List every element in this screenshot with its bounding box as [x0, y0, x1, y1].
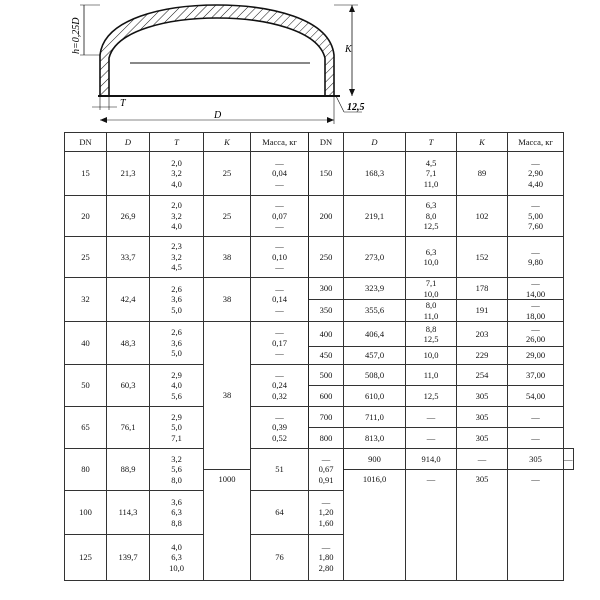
dn-cell: 15: [65, 152, 107, 196]
header-dn: DN: [309, 133, 344, 152]
d-cell: 273,0: [344, 237, 406, 278]
d-cell: 508,0: [344, 365, 406, 386]
dn-cell: 600: [309, 386, 344, 407]
dn-cell: 250: [309, 237, 344, 278]
dn-cell: 1000: [204, 470, 251, 581]
mass-cell: — 5,00 7,60: [508, 196, 564, 237]
dn-cell: 400: [309, 322, 344, 347]
d-cell: 48,3: [107, 322, 150, 365]
dn-cell: 50: [65, 365, 107, 407]
dimensions-table: [64, 132, 574, 581]
header-k: K: [457, 133, 508, 152]
mass-cell: 54,00: [508, 386, 564, 407]
k-cell: 38: [204, 278, 251, 322]
dn-cell: 450: [309, 347, 344, 365]
t-cell: 6,3 10,0: [406, 237, 457, 278]
table-header-row: [65, 133, 574, 152]
d-cell: 711,0: [344, 407, 406, 428]
k-cell: 178: [457, 278, 508, 300]
dn-cell: 700: [309, 407, 344, 428]
k-cell: 191: [457, 300, 508, 322]
k-cell: 25: [204, 196, 251, 237]
t-cell: 2,6 3,6 5,0: [150, 322, 204, 365]
t-cell: 8,8 12,5: [406, 322, 457, 347]
mass-cell: —: [508, 407, 564, 428]
mass-cell: — 0,14 —: [251, 278, 309, 322]
k-cell: 229: [457, 347, 508, 365]
mass-cell: — 0,10 —: [251, 237, 309, 278]
mass-cell: 29,00: [508, 347, 564, 365]
dn-cell: 40: [65, 322, 107, 365]
d-cell: 60,3: [107, 365, 150, 407]
d-cell: 610,0: [344, 386, 406, 407]
t-dimension-label: T: [120, 98, 126, 109]
t-cell: —: [406, 407, 457, 428]
header-mass: Масса, кг: [251, 133, 309, 152]
k-cell: 305: [457, 470, 508, 581]
d-dimension-label: D: [214, 110, 222, 121]
dn-cell: 32: [65, 278, 107, 322]
dn-cell: 200: [309, 196, 344, 237]
t-cell: 2,6 3,6 5,0: [150, 278, 204, 322]
d-cell: 1016,0: [344, 470, 406, 581]
k-cell: 76: [251, 535, 309, 581]
cap-wall: [100, 5, 334, 96]
header-d: D: [107, 133, 150, 152]
cap-drawing: [0, 0, 600, 132]
dn-cell: 150: [309, 152, 344, 196]
t-cell: 2,9 4,0 5,6: [150, 365, 204, 407]
dn-cell: 300: [309, 278, 344, 300]
h-dimension-label: h=0,25D: [71, 17, 82, 54]
table-row: [65, 449, 574, 470]
mass-cell: — 18,00: [508, 300, 564, 322]
t-cell: —: [406, 428, 457, 449]
d-cell: 26,9: [107, 196, 150, 237]
mass-cell: — 14,00: [508, 278, 564, 300]
slope-label: 12,5: [347, 102, 365, 113]
table-row: [65, 237, 574, 278]
t-cell: 3,2 5,6 8,0: [150, 449, 204, 491]
mass-cell: — 0,07 —: [251, 196, 309, 237]
t-cell: 4,5 7,1 11,0: [406, 152, 457, 196]
mass-cell: — 9,80: [508, 237, 564, 278]
k-cell: 89: [457, 152, 508, 196]
k-cell: 25: [204, 152, 251, 196]
table-row: [65, 278, 574, 300]
t-cell: —: [457, 449, 508, 470]
d-cell: 88,9: [107, 449, 150, 491]
table-row: [65, 196, 574, 237]
mass-cell: — 0,24 0,32: [251, 365, 309, 407]
mass-cell: — 26,00: [508, 322, 564, 347]
d-cell: 42,4: [107, 278, 150, 322]
k-dimension-label: K: [345, 44, 352, 55]
mass-cell: 37,00: [508, 365, 564, 386]
dn-cell: 900: [344, 449, 406, 470]
mass-cell: — 1,80 2,80: [309, 535, 344, 581]
mass-cell: —: [508, 428, 564, 449]
t-cell: 2,9 5,0 7,1: [150, 407, 204, 449]
dn-cell: 80: [65, 449, 107, 491]
d-cell: 219,1: [344, 196, 406, 237]
header-mass: Масса, кг: [508, 133, 564, 152]
t-cell: 2,0 3,2 4,0: [150, 196, 204, 237]
d-cell: 406,4: [344, 322, 406, 347]
mass-cell: — 2,90 4,40: [508, 152, 564, 196]
d-cell: 914,0: [406, 449, 457, 470]
t-cell: 7,1 10,0: [406, 278, 457, 300]
dn-cell: 100: [65, 491, 107, 535]
mass-cell: — 1,20 1,60: [309, 491, 344, 535]
mass-cell: —: [508, 470, 564, 581]
d-cell: 813,0: [344, 428, 406, 449]
mass-cell: — 0,39 0,52: [251, 407, 309, 449]
d-cell: 355,6: [344, 300, 406, 322]
k-cell: 254: [457, 365, 508, 386]
k-cell: 305: [508, 449, 564, 470]
dn-cell: 500: [309, 365, 344, 386]
d-cell: 76,1: [107, 407, 150, 449]
header-dn: DN: [65, 133, 107, 152]
t-cell: —: [406, 470, 457, 581]
t-cell: 10,0: [406, 347, 457, 365]
dn-cell: 20: [65, 196, 107, 237]
k-cell: 51: [251, 449, 309, 491]
t-cell: 4,0 6,3 10,0: [150, 535, 204, 581]
dn-cell: 350: [309, 300, 344, 322]
dn-cell: 125: [65, 535, 107, 581]
d-cell: 139,7: [107, 535, 150, 581]
dn-cell: 25: [65, 237, 107, 278]
t-cell: 11,0: [406, 365, 457, 386]
header-t: T: [406, 133, 457, 152]
mass-cell: — 0,67 0,91: [309, 449, 344, 491]
t-cell: 3,6 6,3 8,8: [150, 491, 204, 535]
d-cell: 457,0: [344, 347, 406, 365]
k-cell: 305: [457, 386, 508, 407]
k-cell: 102: [457, 196, 508, 237]
dn-cell: 800: [309, 428, 344, 449]
k-cell: 305: [457, 428, 508, 449]
d-cell: 114,3: [107, 491, 150, 535]
d-cell: 323,9: [344, 278, 406, 300]
mass-cell: — 0,17 —: [251, 322, 309, 365]
d-cell: 21,3: [107, 152, 150, 196]
header-t: T: [150, 133, 204, 152]
dn-cell: 65: [65, 407, 107, 449]
table-row: [65, 322, 574, 347]
k-cell: 203: [457, 322, 508, 347]
k-cell: 305: [457, 407, 508, 428]
table-row: [65, 365, 574, 386]
k-cell: 38: [204, 322, 251, 470]
t-cell: 8,0 11,0: [406, 300, 457, 322]
d-cell: 168,3: [344, 152, 406, 196]
table-row: [65, 407, 574, 428]
k-cell: 38: [204, 237, 251, 278]
t-cell: 12,5: [406, 386, 457, 407]
mass-cell: —: [564, 449, 574, 470]
k-cell: 152: [457, 237, 508, 278]
t-cell: 2,3 3,2 4,5: [150, 237, 204, 278]
t-cell: 2,0 3,2 4,0: [150, 152, 204, 196]
header-k: K: [204, 133, 251, 152]
mass-cell: — 0,04 —: [251, 152, 309, 196]
table-row: [65, 152, 574, 196]
header-d: D: [344, 133, 406, 152]
k-cell: 64: [251, 491, 309, 535]
t-cell: 6,3 8,0 12,5: [406, 196, 457, 237]
d-cell: 33,7: [107, 237, 150, 278]
